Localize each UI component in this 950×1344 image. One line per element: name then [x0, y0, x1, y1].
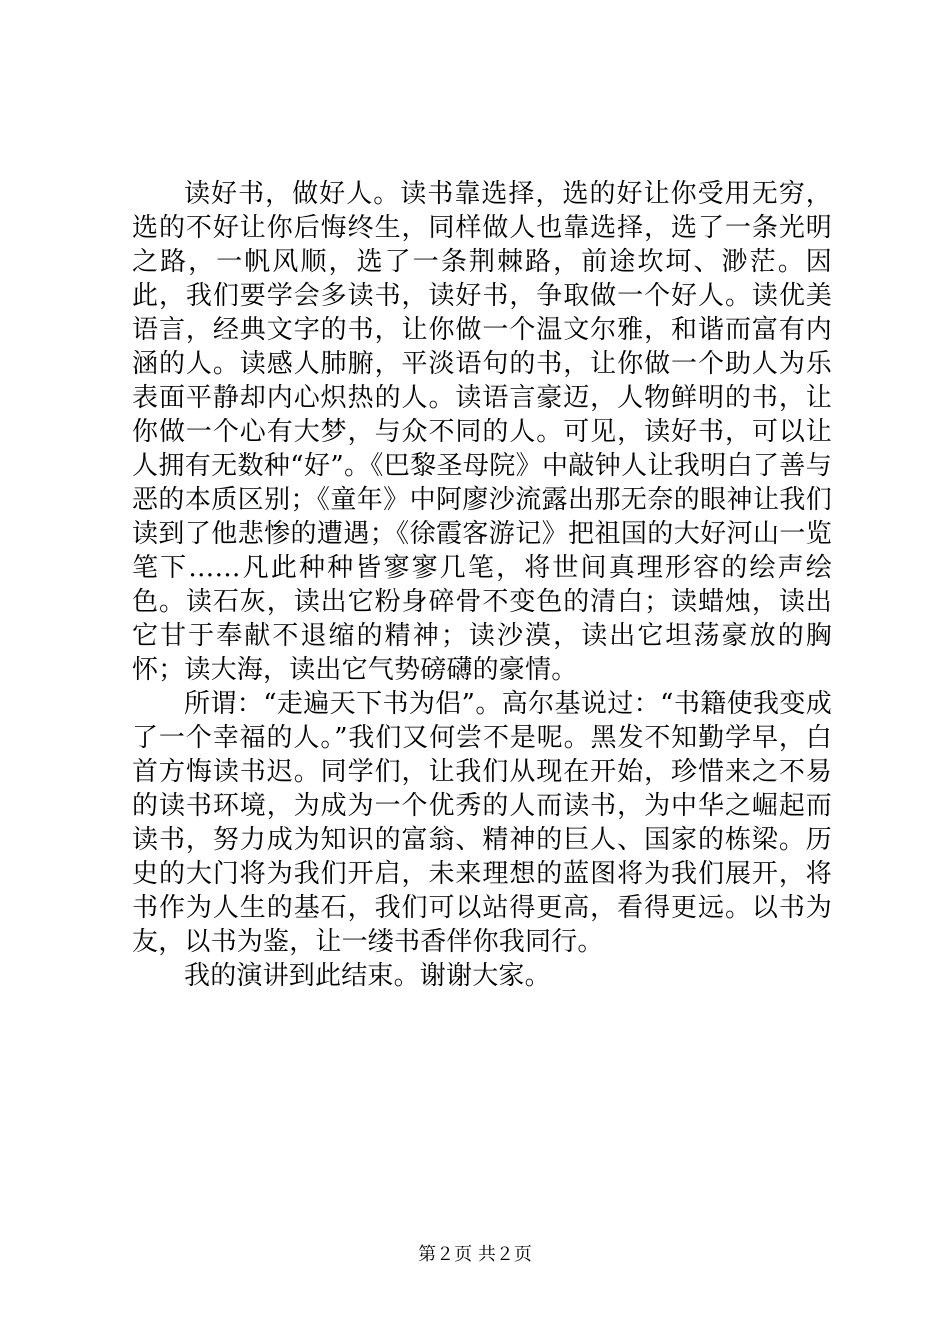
page-number-footer: 第２页 共２页: [418, 1244, 532, 1265]
paragraph-3: 我的演讲到此结束。谢谢大家。: [184, 961, 551, 991]
paragraph-2: 所谓：“走遍天下书为侣”。高尔基说过：“书籍使我变成了一个幸福的人。”我们又何尝不是呢。黑发不知勤学早，白首方悔读书迟。同学们，让我们从现在开始，珍惜来之不易的读书环境，为成为一个优秀的人而读书，为中华之崛起而读书，努力成为知识的富翁、精神的巨人、国家的栋梁。历史的大门将为我们开启，未来理想的蓝图将为我们展开，将书作为人生的基石，我们可以站得更高，看得更远。以书为友，以书为鉴，让一缕书香伴你我同行。: [132, 689, 832, 957]
paragraph-1: 读好书，做好人。读书靠选择，选的好让你受用无穷，选的不好让你后悔终生，同样做人也靠选择，选了一条光明之路，一帆风顺，选了一条荆棘路，前途坎坷、渺茫。因此，我们要学会多读书，读好书，争取做一个好人。读优美语言，经典文字的书，让你做一个温文尔雅，和谐而富有内涵的人。读感人肺腑，平淡语句的书，让你做一个助人为乐表面平静却内心炽热的人。读语言豪迈，人物鲜明的书，让你做一个心有大梦，与众不同的人。可见，读好书，可以让人拥有无数种“好”。《巴黎圣母院》中敲钟人让我明白了善与恶的本质区别；《童年》中阿廖沙流露出那无奈的眼神让我们读到了他悲惨的遭遇；《徐霞客游记》把祖国的大好河山一览笔下……凡此种种皆寥寥几笔，将世间真理形容的绘声绘色。读石灰，读出它粉身碎骨不变色的清白；读蜡烛，读出它甘于奉献不退缩的精神；读沙漠，读出它坦荡豪放的胸怀；读大海，读出它气势磅礴的豪情。: [132, 179, 832, 685]
speech-body: [132, 177, 832, 993]
